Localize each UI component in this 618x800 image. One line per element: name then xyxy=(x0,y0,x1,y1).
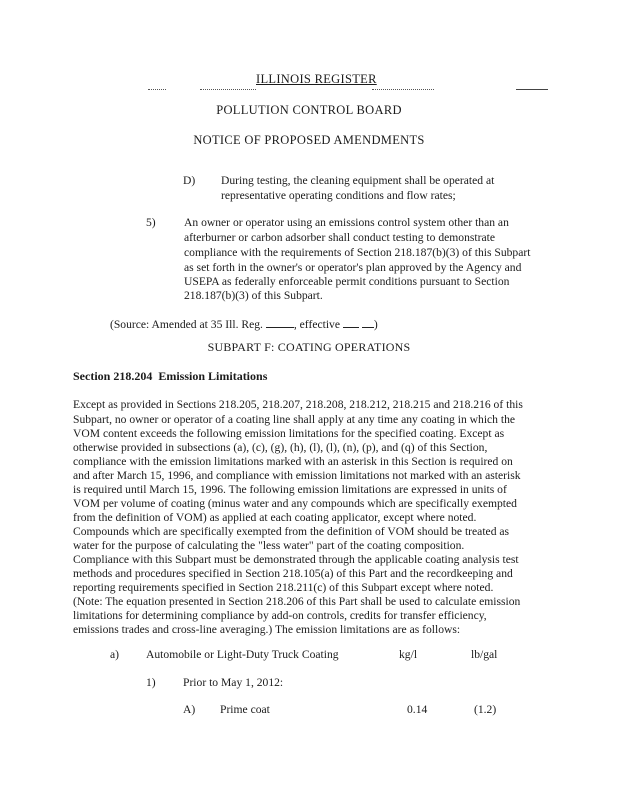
header-rule-left-2 xyxy=(200,89,256,90)
section-heading xyxy=(73,369,267,384)
item-d-label: D) xyxy=(183,174,196,187)
row-a-unit-lb: lb/gal xyxy=(471,648,498,661)
item-5-label: 5) xyxy=(146,216,156,229)
main-paragraph-line: from the definition of VOM) as applied at each coating applicator, except where noted. xyxy=(73,511,477,524)
main-paragraph-line: Compounds which are specifically exempted from the definition of VOM should be treated as xyxy=(73,525,510,538)
row-A-kg-value: 0.14 xyxy=(407,703,428,716)
row-A-text: Prime coat xyxy=(220,703,270,716)
section-number: Section 218.204 xyxy=(73,369,153,383)
main-paragraph-line: emissions trades and cross-line averaging.) The emission limitations are as follows: xyxy=(73,623,461,636)
main-paragraph-line: VOM content exceeds the following emission limitations for the specified coating. Except as xyxy=(73,427,505,440)
main-paragraph-line: Except as provided in Sections 218.205, 218.207, 218.208, 218.212, 218.215 and 218.216 of this xyxy=(73,398,523,411)
source-suffix: ) xyxy=(373,318,378,331)
row-A-lb-value: (1.2) xyxy=(474,703,497,716)
main-paragraph-line: VOM per volume of coating (minus water and any compounds which are specifically exempted xyxy=(73,497,517,510)
row-a-unit-kg: kg/l xyxy=(399,648,418,661)
source-reg-blank xyxy=(266,316,294,328)
main-paragraph-line: compliance with the emission limitations marked with an asterisk in this Section is required on xyxy=(73,455,513,468)
header-rule-right-1 xyxy=(372,89,434,90)
header-rule-left-1 xyxy=(148,89,166,90)
item-5-line: afterburner or carbon adsorber shall conduct testing to demonstrate xyxy=(184,231,495,244)
main-paragraph-line: reporting requirements specified in Section 218.211(c) of this Subpart except where noted. xyxy=(73,581,494,594)
source-mid: , effective xyxy=(293,318,340,331)
header-board-title: POLLUTION CONTROL BOARD xyxy=(216,103,402,117)
item-5-line: compliance with the requirements of Section 218.187(b)(3) of this Subpart xyxy=(184,246,531,259)
header-register-title: ILLINOIS REGISTER xyxy=(256,72,377,86)
main-paragraph-line: is required until March 15, 1996. The following emission limitations are expressed in units of xyxy=(73,483,507,496)
source-prefix: (Source: Amended at 35 Ill. Reg. xyxy=(110,318,263,331)
section-title: Emission Limitations xyxy=(158,369,268,383)
item-d-line-1: During testing, the cleaning equipment shall be operated at xyxy=(221,174,495,187)
main-paragraph-line: Compliance with this Subpart must be demonstrated through the applicable coating analysis test xyxy=(73,553,519,566)
main-paragraph-line: methods and procedures specified in Section 218.105(a) of this Part and the recordkeeping and xyxy=(73,567,513,580)
row-a-title: Automobile or Light-Duty Truck Coating xyxy=(146,648,339,661)
item-5-line: as set forth in the owner's or operator's plan approved by the Agency and xyxy=(184,261,522,274)
header-notice-title: NOTICE OF PROPOSED AMENDMENTS xyxy=(193,133,425,147)
row-1-text: Prior to May 1, 2012: xyxy=(183,676,284,689)
main-paragraph-line: and after March 15, 1996, and compliance with emission limitations not marked with an asterisk xyxy=(73,469,521,482)
item-5-line: USEPA as federally enforceable permit conditions pursuant to Section xyxy=(184,275,510,288)
row-a-label: a) xyxy=(110,648,120,661)
header-rule-right-2 xyxy=(516,89,548,90)
main-paragraph-line: limitations for determining compliance by add-on controls, credits for transfer efficiency, xyxy=(73,609,487,622)
source-note xyxy=(110,316,378,333)
item-5-line: 218.187(b)(3) of this Subpart. xyxy=(184,289,323,302)
main-paragraph-line: Subpart, no owner or operator of a coating line shall apply at any time any coating in which the xyxy=(73,413,516,426)
main-paragraph-line: otherwise provided in subsections (a), (c), (g), (h), (l), (l), (n), (p), and (q) of this Section, xyxy=(73,441,488,454)
row-1-label: 1) xyxy=(146,676,156,689)
item-d-line-2: representative operating conditions and flow rates; xyxy=(221,189,456,202)
item-5-line: An owner or operator using an emissions control system other than an xyxy=(184,216,509,229)
row-A-label: A) xyxy=(183,703,196,716)
main-paragraph-line: water for the purpose of calculating the "less water" part of the coating composition. xyxy=(73,539,465,552)
main-paragraph-line: (Note: The equation presented in Section 218.206 of this Part shall be used to calculate emission xyxy=(73,595,521,608)
subpart-heading: SUBPART F: COATING OPERATIONS xyxy=(207,340,411,354)
source-effective-blank-2 xyxy=(362,316,374,328)
source-effective-blank-1 xyxy=(343,316,359,328)
